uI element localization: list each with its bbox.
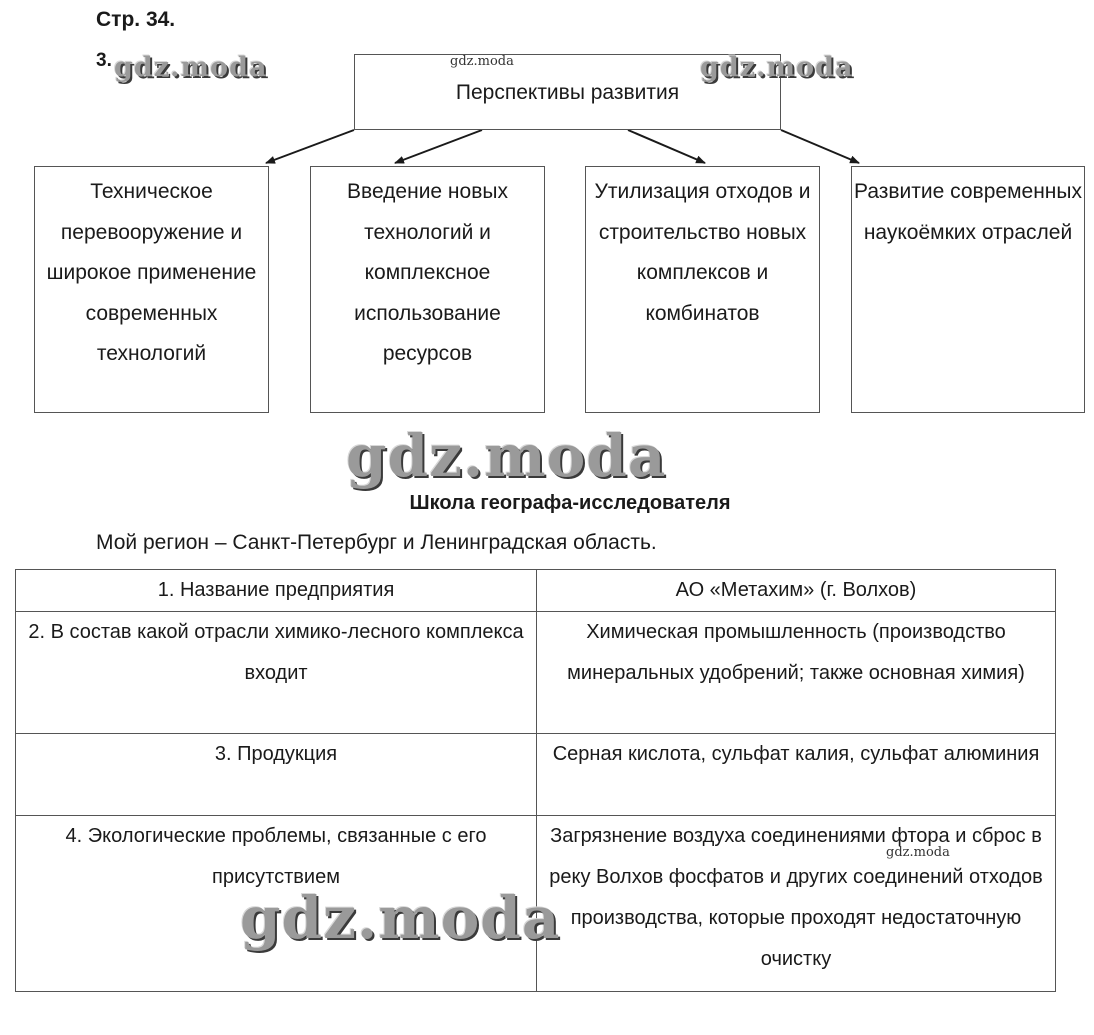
section-title: Школа географа-исследователя: [409, 492, 731, 514]
diagram-box-2: Введение новых технологий и комплексное использование ресурсов: [310, 166, 545, 413]
table-cell-answer: Химическая промышленность (производство минеральных удобрений; также основная химия): [537, 612, 1056, 734]
table-cell-answer: АО «Метахим» (г. Волхов): [537, 570, 1056, 612]
watermark-small: gdz.moda: [450, 54, 514, 69]
watermark: gdz.moda: [114, 52, 268, 83]
table-row: [16, 734, 1056, 816]
table-cell-question: 2. В состав какой отрасли химико-лесного комплекса входит: [16, 612, 537, 734]
diagram-box-1: Техническое перевооружение и широкое применение современных технологий: [34, 166, 269, 413]
watermark: gdz.moda: [346, 422, 667, 490]
arrow-to-box-3: [628, 130, 705, 163]
watermark-small: gdz.moda: [886, 845, 950, 860]
arrow-to-box-1: [266, 130, 354, 163]
region-text: Мой регион – Санкт-Петербург и Ленинградская область.: [96, 531, 657, 554]
table-cell-question: 4. Экологические проблемы, связанные с его присутствием: [16, 816, 537, 992]
table-cell-answer: Загрязнение воздуха соединениями фтора и сброс в реку Волхов фосфатов и других соединений отходов производства, которые проходят недостаточную очистку: [537, 816, 1056, 992]
diagram-box-3: Утилизация отходов и строительство новых комплексов и комбинатов: [585, 166, 820, 413]
table-row: [16, 570, 1056, 612]
table-row: [16, 612, 1056, 734]
watermark: gdz.moda: [700, 52, 854, 83]
arrow-to-box-4: [781, 130, 859, 163]
page-number: Стр. 34.: [96, 8, 176, 31]
diagram-root-box: Перспективы развития: [354, 54, 781, 130]
table-cell-question: 3. Продукция: [16, 734, 537, 816]
task-number: 3.: [96, 50, 112, 71]
table-cell-answer: Серная кислота, сульфат калия, сульфат алюминия: [537, 734, 1056, 816]
watermark: gdz.moda: [240, 884, 561, 952]
diagram-box-4: Развитие современных наукоёмких отраслей: [851, 166, 1085, 413]
table-cell-question: 1. Название предприятия: [16, 570, 537, 612]
arrow-to-box-2: [395, 130, 482, 163]
